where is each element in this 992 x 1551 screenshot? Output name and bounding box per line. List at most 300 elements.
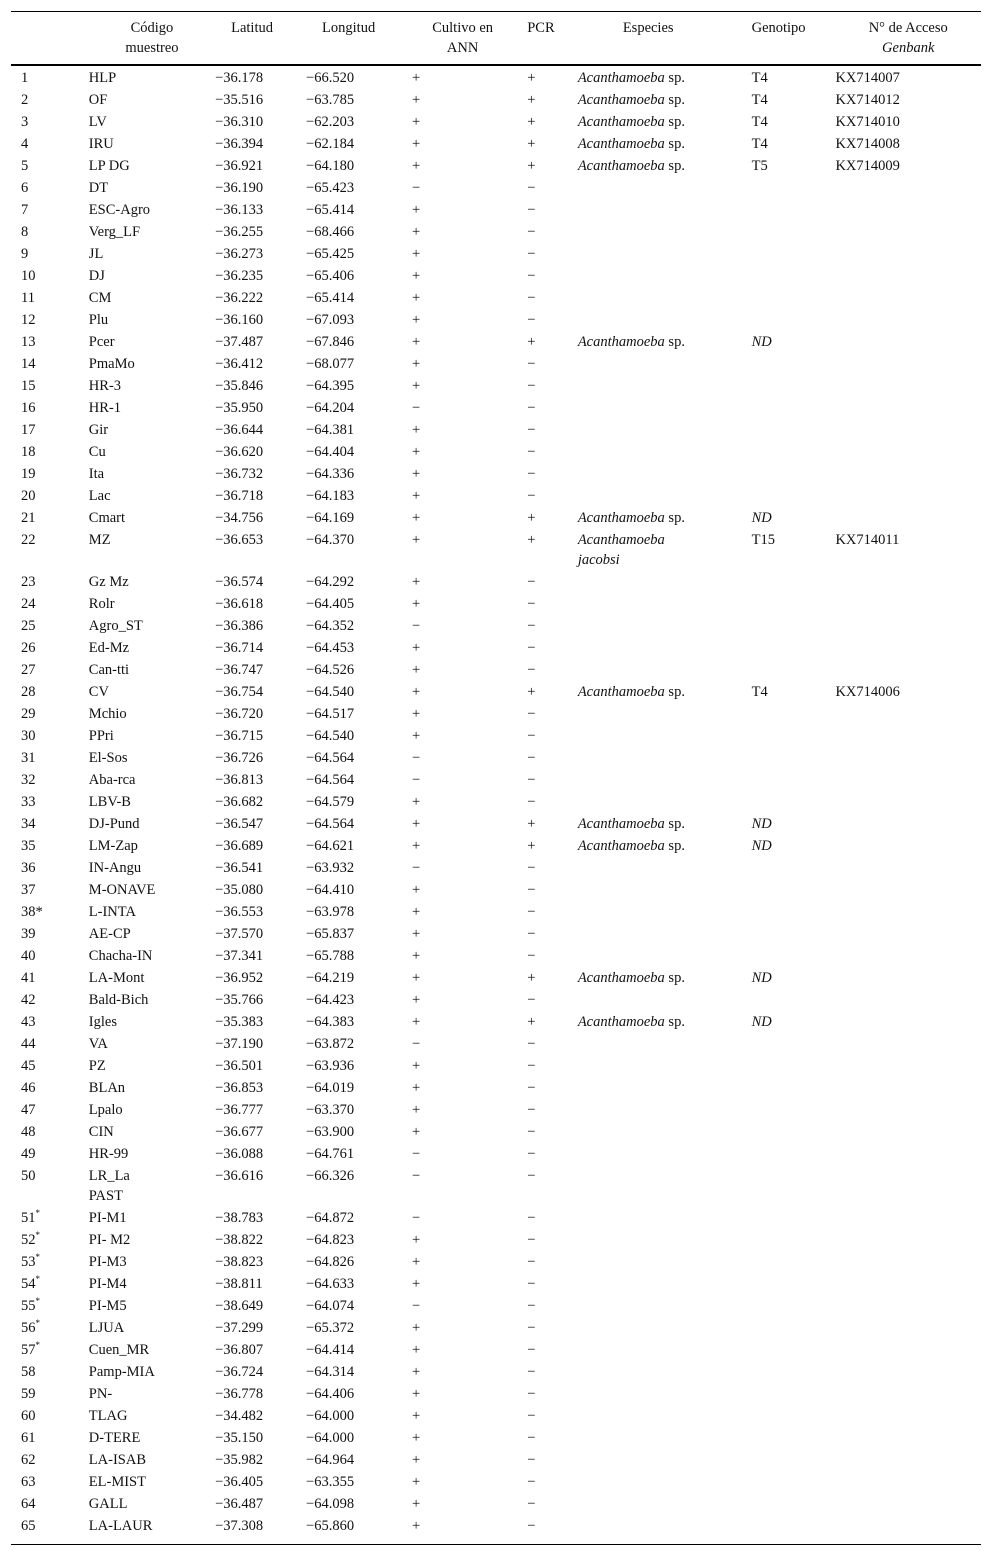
footnote-mark: * (35, 1252, 40, 1262)
culture-result: + (412, 422, 421, 438)
genotype-cell (752, 1250, 836, 1272)
longitude-cell: −64.180 (306, 158, 355, 174)
species-cell (578, 1032, 752, 1054)
latitude-cell: −37.190 (215, 1036, 264, 1052)
longitude-cell: −64.517 (306, 706, 355, 722)
genotype-cell (752, 1448, 836, 1470)
species-cell (578, 418, 752, 440)
sample-code: PI-M3 (88, 1254, 127, 1270)
genotype-cell: ND (751, 334, 772, 350)
row-number: 51* (21, 1208, 40, 1226)
sample-code: PmaMo (88, 356, 135, 372)
pcr-result: − (527, 290, 536, 306)
table-row (11, 528, 981, 570)
culture-result: + (412, 356, 421, 372)
latitude-cell: −36.088 (215, 1146, 264, 1162)
accession-cell (835, 1382, 981, 1404)
culture-result: + (412, 334, 421, 350)
table-row (11, 330, 981, 352)
genotype-cell (752, 1360, 836, 1382)
genotype-cell (752, 374, 836, 396)
culture-result: + (412, 816, 421, 832)
species-cell (578, 1206, 752, 1228)
longitude-cell: −68.466 (306, 224, 355, 240)
species-epithet: jacobsi (577, 552, 620, 568)
table-row (11, 900, 981, 922)
row-number: 4 (21, 136, 29, 152)
species-cell (578, 1250, 752, 1272)
accession-cell (835, 484, 981, 506)
row-number: 46 (21, 1080, 36, 1096)
species-cell: Acanthamoeba sp. (577, 92, 685, 108)
sample-code: Gz Mz (88, 574, 129, 590)
sample-code: Lpalo (88, 1102, 123, 1118)
species-cell (578, 396, 752, 418)
table-row (11, 308, 981, 330)
culture-result: + (412, 926, 421, 942)
genotype-cell (752, 1098, 836, 1120)
culture-result: + (412, 1518, 421, 1534)
latitude-cell: −36.487 (215, 1496, 264, 1512)
culture-result: + (412, 1276, 421, 1292)
culture-result: − (412, 1210, 421, 1226)
table-row (11, 1426, 981, 1448)
row-number: 58 (21, 1364, 36, 1380)
row-number: 61 (21, 1430, 36, 1446)
longitude-cell: −64.872 (306, 1210, 355, 1226)
longitude-cell: −64.453 (306, 640, 355, 656)
species-cell: Acanthamoeba sp. (577, 684, 685, 700)
culture-result: + (412, 684, 421, 700)
pcr-result: − (527, 1124, 536, 1140)
pcr-result: + (527, 838, 536, 854)
genotype-cell (752, 308, 836, 330)
species-cell (578, 944, 752, 966)
accession-cell (835, 418, 981, 440)
longitude-cell: −64.292 (306, 574, 355, 590)
culture-result: + (412, 728, 421, 744)
pcr-result: − (527, 596, 536, 612)
species-cell (578, 746, 752, 768)
table-row (11, 1360, 981, 1382)
longitude-cell: −65.372 (306, 1320, 355, 1336)
culture-result: + (412, 1408, 421, 1424)
row-number: 48 (21, 1124, 36, 1140)
culture-result: − (412, 750, 421, 766)
row-number: 21 (21, 510, 36, 526)
latitude-cell: −36.777 (215, 1102, 264, 1118)
culture-result: + (412, 488, 421, 504)
pcr-result: − (527, 662, 536, 678)
pcr-result: − (527, 794, 536, 810)
longitude-cell: −64.370 (306, 532, 355, 548)
row-number: 26 (21, 640, 36, 656)
latitude-cell: −36.222 (215, 290, 264, 306)
table-row (11, 966, 981, 988)
pcr-result: − (527, 1210, 536, 1226)
pcr-result: − (527, 356, 536, 372)
genotype-cell (752, 1492, 836, 1514)
latitude-cell: −37.341 (215, 948, 264, 964)
sample-code: Igles (88, 1014, 117, 1030)
latitude-cell: −36.732 (215, 466, 264, 482)
species-cell (578, 1492, 752, 1514)
longitude-cell: −64.761 (306, 1146, 355, 1162)
row-number: 59 (21, 1386, 36, 1402)
accession-cell (835, 1272, 981, 1294)
longitude-cell: −64.314 (306, 1364, 355, 1380)
species-genus: Acanthamoeba (577, 970, 665, 986)
longitude-cell: −64.564 (306, 772, 355, 788)
latitude-cell: −36.553 (215, 904, 264, 920)
longitude-cell: −64.098 (306, 1496, 355, 1512)
pcr-result: − (527, 860, 536, 876)
row-number: 38* (21, 904, 43, 920)
species-cell (578, 1076, 752, 1098)
culture-result: − (412, 400, 421, 416)
genotype-cell: T15 (751, 532, 775, 548)
longitude-cell: −64.395 (306, 378, 355, 394)
latitude-cell: −36.807 (215, 1342, 264, 1358)
table-row (11, 878, 981, 900)
species-cell: Acanthamoeba sp. (577, 114, 685, 130)
species-cell (578, 176, 752, 198)
table-row (11, 506, 981, 528)
culture-result: + (412, 1232, 421, 1248)
latitude-cell: −36.501 (215, 1058, 264, 1074)
culture-result: + (412, 1452, 421, 1468)
latitude-cell: −37.299 (215, 1320, 264, 1336)
table-row (11, 658, 981, 680)
sample-code: DJ-Pund (88, 816, 140, 832)
species-genus: Acanthamoeba (577, 510, 665, 526)
latitude-cell: −35.150 (215, 1430, 264, 1446)
longitude-cell: −64.381 (306, 422, 355, 438)
sample-code: Bald-Bich (88, 992, 149, 1008)
sample-code: LA-ISAB (88, 1452, 146, 1468)
species-cell (578, 1426, 752, 1448)
row-number: 5 (21, 158, 29, 174)
culture-result: + (412, 268, 421, 284)
row-number: 15 (21, 378, 36, 394)
latitude-cell: −36.653 (215, 532, 264, 548)
header-latitud: Latitud (231, 20, 273, 36)
table-row (11, 1228, 981, 1250)
row-number: 18 (21, 444, 36, 460)
accession-cell (835, 1164, 981, 1206)
latitude-cell: −38.649 (215, 1298, 264, 1314)
species-cell: Acanthamoeba sp. (577, 1014, 685, 1030)
species-cell (578, 570, 752, 592)
culture-result: + (412, 794, 421, 810)
table-row (11, 856, 981, 878)
species-cell (578, 922, 752, 944)
longitude-cell: −64.526 (306, 662, 355, 678)
table-row (11, 242, 981, 264)
table-row (11, 1448, 981, 1470)
row-number: 9 (21, 246, 29, 262)
table-row (11, 746, 981, 768)
sample-code: LR_La PAST (88, 1168, 130, 1204)
species-cell (578, 308, 752, 330)
samples-table (11, 11, 981, 1545)
culture-result: + (412, 92, 421, 108)
accession-cell (835, 1010, 981, 1032)
sample-code: L-INTA (88, 904, 136, 920)
row-number: 3 (21, 114, 29, 130)
table-row (11, 198, 981, 220)
sample-code: Ita (88, 466, 105, 482)
longitude-cell: −63.978 (306, 904, 355, 920)
genotype-cell (752, 440, 836, 462)
sample-code: VA (88, 1036, 108, 1052)
latitude-cell: −36.273 (215, 246, 264, 262)
row-number: 34 (21, 816, 36, 832)
table-row (11, 1338, 981, 1360)
accession-cell (835, 1250, 981, 1272)
species-cell (578, 484, 752, 506)
row-number: 62 (21, 1452, 36, 1468)
sample-code: PI-M1 (88, 1210, 127, 1226)
latitude-cell: −36.394 (215, 136, 264, 152)
latitude-cell: −35.080 (215, 882, 264, 898)
accession-cell (835, 790, 981, 812)
pcr-result: − (527, 202, 536, 218)
accession-cell (835, 440, 981, 462)
culture-result: + (412, 378, 421, 394)
row-number: 25 (21, 618, 36, 634)
latitude-cell: −36.715 (215, 728, 264, 744)
table-row (11, 1492, 981, 1514)
sample-code: LM-Zap (88, 838, 138, 854)
latitude-cell: −36.853 (215, 1080, 264, 1096)
culture-result: + (412, 1386, 421, 1402)
species-cell (578, 374, 752, 396)
row-number: 63 (21, 1474, 36, 1490)
longitude-cell: −64.183 (306, 488, 355, 504)
genotype-cell (752, 746, 836, 768)
row-number: 55* (21, 1296, 40, 1314)
genotype-cell (752, 1514, 836, 1544)
pcr-result: − (527, 926, 536, 942)
genotype-cell (752, 614, 836, 636)
accession-cell (835, 900, 981, 922)
culture-result: + (412, 1080, 421, 1096)
longitude-cell: −64.579 (306, 794, 355, 810)
accession-cell (835, 286, 981, 308)
latitude-cell: −36.574 (215, 574, 264, 590)
pcr-result: − (527, 1102, 536, 1118)
culture-result: − (412, 1298, 421, 1314)
genotype-cell: T4 (751, 136, 768, 152)
culture-result: + (412, 1364, 421, 1380)
row-number: 22 (21, 532, 36, 548)
accession-cell (835, 1360, 981, 1382)
footnote-mark: * (35, 1274, 40, 1284)
culture-result: + (412, 1102, 421, 1118)
accession-cell (835, 658, 981, 680)
sample-code: Rolr (88, 596, 115, 612)
sample-code: PI- M2 (88, 1232, 131, 1248)
table-row (11, 88, 981, 110)
accession-cell: KX714012 (835, 92, 900, 108)
table-row (11, 1250, 981, 1272)
culture-result: + (412, 1474, 421, 1490)
footnote-mark: * (35, 1340, 40, 1350)
sample-code: LBV-B (88, 794, 131, 810)
pcr-result: − (527, 1452, 536, 1468)
sample-code: D-TERE (88, 1430, 141, 1446)
genotype-cell (752, 396, 836, 418)
longitude-cell: −64.406 (306, 1386, 355, 1402)
genotype-cell (752, 352, 836, 374)
accession-cell (835, 1054, 981, 1076)
culture-result: + (412, 596, 421, 612)
row-number: 28 (21, 684, 36, 700)
species-cell (578, 592, 752, 614)
genotype-cell (752, 1470, 836, 1492)
row-number: 45 (21, 1058, 36, 1074)
genotype-cell (752, 856, 836, 878)
sample-code: Lac (88, 488, 111, 504)
latitude-cell: −36.405 (215, 1474, 264, 1490)
species-cell (578, 702, 752, 724)
table-row (11, 1206, 981, 1228)
longitude-cell: −64.074 (306, 1298, 355, 1314)
row-number: 13 (21, 334, 36, 350)
latitude-cell: −36.682 (215, 794, 264, 810)
pcr-result: − (527, 1298, 536, 1314)
row-number: 14 (21, 356, 36, 372)
genotype-cell (752, 1426, 836, 1448)
pcr-result: − (527, 882, 536, 898)
genotype-cell: T4 (751, 114, 768, 130)
longitude-cell: −63.900 (306, 1124, 355, 1140)
accession-cell (835, 812, 981, 834)
latitude-cell: −37.308 (215, 1518, 264, 1534)
table-row (11, 132, 981, 154)
accession-cell (835, 308, 981, 330)
row-number: 37 (21, 882, 36, 898)
culture-result: + (412, 1254, 421, 1270)
footnote-mark: * (35, 1296, 40, 1306)
sample-code: PI-M5 (88, 1298, 127, 1314)
accession-cell: KX714007 (835, 70, 900, 86)
culture-result: + (412, 202, 421, 218)
genotype-cell (752, 900, 836, 922)
pcr-result: + (527, 114, 536, 130)
species-cell (578, 614, 752, 636)
species-cell (578, 636, 752, 658)
sample-code: CM (88, 290, 112, 306)
genotype-cell: ND (751, 816, 772, 832)
genotype-cell (752, 1338, 836, 1360)
sample-code: El-Sos (88, 750, 128, 766)
sample-code: PN- (88, 1386, 113, 1402)
longitude-cell: −64.540 (306, 728, 355, 744)
sample-code: Agro_ST (88, 618, 143, 634)
accession-cell (835, 1316, 981, 1338)
row-number: 17 (21, 422, 36, 438)
table-row (11, 834, 981, 856)
genotype-cell (752, 1206, 836, 1228)
sample-code: Verg_LF (88, 224, 141, 240)
row-number: 10 (21, 268, 36, 284)
latitude-cell: −36.778 (215, 1386, 264, 1402)
pcr-result: + (527, 158, 536, 174)
genotype-cell: T4 (751, 684, 768, 700)
species-cell (578, 1382, 752, 1404)
genotype-cell: ND (751, 970, 772, 986)
sample-code: Pcer (88, 334, 115, 350)
latitude-cell: −35.982 (215, 1452, 264, 1468)
sample-code: Can-tti (88, 662, 130, 678)
sample-code: DT (88, 180, 109, 196)
species-cell (578, 856, 752, 878)
table-row (11, 264, 981, 286)
genotype-cell (752, 724, 836, 746)
accession-cell (835, 1426, 981, 1448)
sample-code: Plu (88, 312, 109, 328)
culture-result: + (412, 838, 421, 854)
genotype-cell (752, 658, 836, 680)
latitude-cell: −37.487 (215, 334, 264, 350)
table-row (11, 1272, 981, 1294)
table-row (11, 812, 981, 834)
species-cell (578, 1448, 752, 1470)
species-cell (578, 1054, 752, 1076)
species-cell (578, 724, 752, 746)
longitude-cell: −64.414 (306, 1342, 355, 1358)
longitude-cell: −63.872 (306, 1036, 355, 1052)
species-cell (578, 1404, 752, 1426)
table-row (11, 65, 981, 88)
species-cell (578, 1316, 752, 1338)
species-cell (578, 658, 752, 680)
row-number: 1 (21, 70, 29, 86)
latitude-cell: −36.720 (215, 706, 264, 722)
genotype-cell (752, 484, 836, 506)
longitude-cell: −63.355 (306, 1474, 355, 1490)
accession-cell: KX714006 (835, 684, 900, 700)
pcr-result: − (527, 1496, 536, 1512)
sample-code: CV (88, 684, 109, 700)
pcr-result: − (527, 246, 536, 262)
genotype-cell (752, 176, 836, 198)
accession-cell (835, 264, 981, 286)
row-number: 33 (21, 794, 36, 810)
pcr-result: + (527, 70, 536, 86)
pcr-result: − (527, 750, 536, 766)
pcr-result: − (527, 948, 536, 964)
culture-result: + (412, 706, 421, 722)
accession-cell (835, 1142, 981, 1164)
genotype-cell (752, 1032, 836, 1054)
table-row (11, 286, 981, 308)
latitude-cell: −35.950 (215, 400, 264, 416)
table-row (11, 418, 981, 440)
species-cell (578, 1164, 752, 1206)
culture-result: − (412, 1036, 421, 1052)
sample-code: CIN (88, 1124, 114, 1140)
accession-cell (835, 330, 981, 352)
pcr-result: − (527, 180, 536, 196)
sample-code: GALL (88, 1496, 128, 1512)
row-number: 47 (21, 1102, 36, 1118)
table-row (11, 1010, 981, 1032)
pcr-result: + (527, 510, 536, 526)
genotype-cell: T4 (751, 70, 768, 86)
